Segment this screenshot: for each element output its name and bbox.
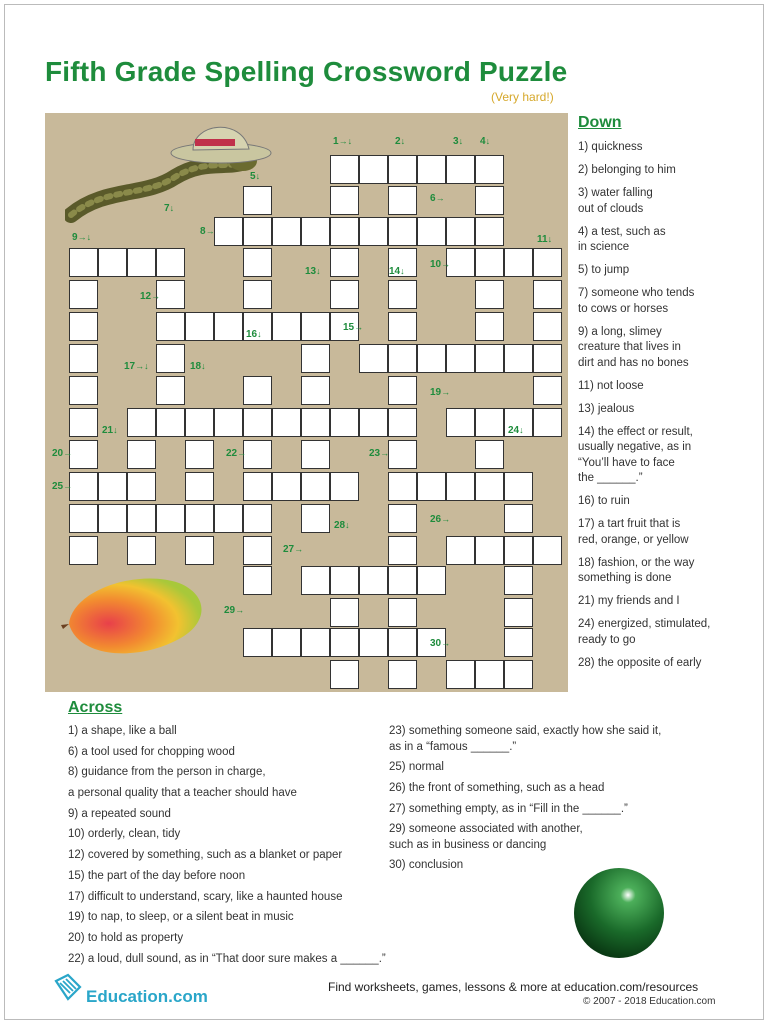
clue-arrow-icon: → — [380, 448, 390, 458]
clue-item: 29) someone associated with another, such as in business or dancing — [389, 823, 583, 851]
clue-item: 7) someone who tends to cows or horses — [578, 287, 695, 315]
clue-number-16: 16↓ — [246, 329, 262, 340]
crossword-cell[interactable] — [330, 155, 359, 184]
crossword-cell[interactable] — [533, 376, 562, 405]
clue-arrow-icon: → — [441, 259, 451, 269]
crossword-cell[interactable] — [301, 376, 330, 405]
clue-number-3: 3↓ — [453, 136, 464, 147]
clue-number-19: 19→ — [430, 387, 451, 398]
crossword-cell[interactable] — [446, 217, 475, 246]
crossword-cell[interactable] — [504, 598, 533, 627]
clue-item: 22) a loud, dull sound, as in “That door sure makes a ______.” — [68, 952, 386, 965]
crossword-cell[interactable] — [446, 155, 475, 184]
crossword-cell[interactable] — [330, 248, 359, 277]
crossword-cell[interactable] — [243, 186, 272, 215]
clue-number-25: 25→ — [52, 481, 73, 492]
crossword-cell[interactable] — [330, 408, 359, 437]
crossword-cell[interactable] — [417, 217, 446, 246]
mango-illustration — [59, 569, 209, 659]
crossword-cell[interactable] — [127, 536, 156, 565]
clue-item: 17) difficult to understand, scary, like a haunted house — [68, 890, 343, 903]
clue-number-8: 8→ — [200, 226, 215, 237]
clue-number-4: 4↓ — [480, 136, 491, 147]
crossword-cell[interactable] — [156, 280, 185, 309]
crossword-cell[interactable] — [388, 155, 417, 184]
crossword-cell[interactable] — [388, 504, 417, 533]
clue-item: 8) guidance from the person in charge, — [68, 766, 266, 779]
crossword-cell[interactable] — [504, 660, 533, 689]
clue-item: 13) jealous — [578, 402, 635, 415]
crossword-cell[interactable] — [301, 344, 330, 373]
crossword-cell[interactable] — [127, 440, 156, 469]
crossword-cell[interactable] — [69, 504, 98, 533]
crossword-cell[interactable] — [243, 504, 272, 533]
crossword-cell[interactable] — [272, 628, 301, 657]
clue-arrow-icon: ↓ — [257, 329, 262, 339]
crossword-cell[interactable] — [69, 472, 98, 501]
crossword-cell[interactable] — [243, 248, 272, 277]
crossword-cell[interactable] — [243, 408, 272, 437]
crossword-cell[interactable] — [533, 312, 562, 341]
crossword-cell[interactable] — [359, 155, 388, 184]
clue-item: 18) fashion, or the way something is done — [578, 556, 695, 584]
logo-text: Education.com — [86, 987, 208, 1006]
crossword-cell[interactable] — [69, 408, 98, 437]
clue-arrow-icon: → — [235, 605, 245, 615]
crossword-cell[interactable] — [272, 312, 301, 341]
clue-arrow-icon: → — [63, 481, 73, 491]
crossword-cell[interactable] — [330, 660, 359, 689]
clue-number-2: 2↓ — [395, 136, 406, 147]
crossword-cell[interactable] — [417, 155, 446, 184]
crossword-cell[interactable] — [243, 280, 272, 309]
crossword-cell[interactable] — [388, 280, 417, 309]
crossword-cell[interactable] — [475, 440, 504, 469]
crossword-cell[interactable] — [417, 566, 446, 595]
difficulty-subtitle: (Very hard!) — [491, 90, 554, 104]
clue-item: 16) to ruin — [578, 495, 630, 507]
clue-arrow-icon: →↓ — [338, 136, 353, 146]
crossword-cell[interactable] — [243, 536, 272, 565]
clue-item: 24) energized, stimulated, ready to go — [578, 618, 711, 646]
clue-item: 4) a test, such as in science — [578, 225, 666, 253]
crossword-cell[interactable] — [69, 440, 98, 469]
clue-arrow-icon: ↓ — [345, 520, 350, 530]
clue-arrow-icon: ↓ — [255, 171, 261, 181]
crossword-cell[interactable] — [301, 440, 330, 469]
clue-item: a personal quality that a teacher should have — [68, 787, 297, 800]
clue-arrow-icon: → — [441, 514, 451, 524]
clue-arrow-icon: ↓ — [519, 425, 524, 435]
clue-arrow-icon: →↓ — [77, 232, 92, 242]
crossword-cell[interactable] — [446, 536, 475, 565]
clue-number-10: 10→ — [430, 259, 451, 270]
clue-number-1: 1→↓ — [333, 136, 353, 147]
clue-arrow-icon: → — [441, 387, 451, 397]
crossword-cell[interactable] — [475, 536, 504, 565]
crossword-cell[interactable] — [388, 186, 417, 215]
crossword-cell[interactable] — [330, 628, 359, 657]
crossword-cell[interactable] — [330, 217, 359, 246]
clue-item: 21) my friends and I — [578, 595, 680, 607]
crossword-cell[interactable] — [185, 408, 214, 437]
crossword-cell[interactable] — [388, 566, 417, 595]
crossword-cell[interactable] — [98, 248, 127, 277]
crossword-cell[interactable] — [214, 408, 243, 437]
clue-item: 3) water falling out of clouds — [578, 187, 653, 215]
crossword-cell[interactable] — [301, 408, 330, 437]
crossword-cell[interactable] — [388, 344, 417, 373]
clue-item: 26) the front of something, such as a head — [389, 781, 605, 794]
crossword-cell[interactable] — [272, 217, 301, 246]
crossword-cell[interactable] — [272, 408, 301, 437]
crossword-cell[interactable] — [388, 660, 417, 689]
clue-arrow-icon: ↓ — [113, 425, 118, 435]
crossword-cell[interactable] — [127, 472, 156, 501]
crossword-cell[interactable] — [504, 504, 533, 533]
clue-number-15: 15→ — [343, 322, 364, 333]
clue-item: 11) not loose — [578, 379, 644, 392]
clue-arrow-icon: ↓ — [458, 136, 464, 146]
crossword-cell[interactable] — [98, 472, 127, 501]
crossword-cell[interactable] — [504, 536, 533, 565]
crossword-cell[interactable] — [69, 312, 98, 341]
clue-number-13: 13↓ — [305, 266, 321, 277]
clue-item: 9) a long, slimey creature that lives in dirt and has no bones — [578, 325, 689, 369]
clue-arrow-icon: →↓ — [135, 361, 149, 371]
crossword-cell[interactable] — [533, 344, 562, 373]
clue-arrow-icon: → — [354, 322, 364, 332]
crossword-cell[interactable] — [475, 186, 504, 215]
crossword-cell[interactable] — [446, 408, 475, 437]
clue-item: 25) normal — [389, 761, 444, 774]
crossword-cell[interactable] — [417, 344, 446, 373]
clue-arrow-icon: ↓ — [485, 136, 491, 146]
crossword-cell[interactable] — [185, 312, 214, 341]
clue-arrow-icon: → — [63, 448, 73, 458]
clue-item: 1) a shape, like a ball — [68, 725, 177, 737]
crossword-cell[interactable] — [301, 217, 330, 246]
clue-item: 1) quickness — [578, 141, 643, 153]
crossword-cell[interactable] — [243, 566, 272, 595]
clue-arrow-icon: → — [435, 193, 445, 203]
crossword-cell[interactable] — [359, 217, 388, 246]
page-title: Fifth Grade Spelling Crossword Puzzle — [45, 56, 568, 87]
clue-item: 30) conclusion — [389, 859, 464, 872]
crossword-cell[interactable] — [388, 536, 417, 565]
clue-number-5: 5↓ — [250, 171, 261, 182]
crossword-cell[interactable] — [533, 408, 562, 437]
clue-item: 27) something empty, as in “Fill in the ______.” — [389, 802, 628, 815]
clue-number-6: 6→ — [430, 193, 445, 204]
crossword-cell[interactable] — [156, 376, 185, 405]
clue-number-28: 28↓ — [334, 520, 350, 531]
crossword-board — [45, 113, 568, 692]
crossword-cell[interactable] — [301, 566, 330, 595]
crossword-cell[interactable] — [330, 280, 359, 309]
crossword-cell[interactable] — [446, 248, 475, 277]
crossword-cell[interactable] — [185, 536, 214, 565]
clue-item: 12) covered by something, such as a blanket or paper — [68, 849, 343, 862]
clue-arrow-icon: → — [294, 544, 304, 554]
clue-item: 5) to jump — [578, 264, 630, 276]
crossword-cell[interactable] — [127, 408, 156, 437]
footer-text[interactable]: Find worksheets, games, lessons & more at education.com/resources — [328, 980, 699, 994]
crossword-cell[interactable] — [388, 376, 417, 405]
clue-item: 23) something someone said, exactly how she said it, as in a “famous ______.” — [389, 725, 662, 753]
clue-number-30: 30→ — [430, 638, 451, 649]
clue-arrow-icon: → — [237, 448, 247, 458]
crossword-cell[interactable] — [98, 504, 127, 533]
crossword-cell[interactable] — [301, 312, 330, 341]
crossword-cell[interactable] — [69, 536, 98, 565]
crossword-cell[interactable] — [185, 504, 214, 533]
crossword-cell[interactable] — [127, 248, 156, 277]
crossword-cell[interactable] — [243, 440, 272, 469]
clue-item: 2) belonging to him — [578, 164, 676, 176]
clue-item: 28) the opposite of early — [578, 656, 702, 669]
clue-arrow-icon: ↓ — [316, 266, 321, 276]
crossword-cell[interactable] — [330, 566, 359, 595]
crossword-cell[interactable] — [388, 217, 417, 246]
clue-number-21: 21↓ — [102, 425, 118, 436]
crossword-cell[interactable] — [475, 155, 504, 184]
crossword-cell[interactable] — [446, 472, 475, 501]
crossword-cell[interactable] — [359, 628, 388, 657]
copyright-text: © 2007 - 2018 Education.com — [583, 996, 716, 1007]
clue-number-11: 11↓ — [537, 234, 553, 245]
crossword-cell[interactable] — [446, 660, 475, 689]
crossword-cell[interactable] — [156, 408, 185, 437]
crossword-cell[interactable] — [388, 598, 417, 627]
crossword-cell[interactable] — [185, 472, 214, 501]
crossword-cell[interactable] — [504, 344, 533, 373]
crossword-cell[interactable] — [475, 472, 504, 501]
clue-number-9: 9→↓ — [72, 232, 92, 243]
crossword-cell[interactable] — [388, 408, 417, 437]
clue-item: 20) to hold as property — [68, 931, 184, 944]
crossword-cell[interactable] — [504, 248, 533, 277]
clue-arrow-icon: ↓ — [201, 361, 206, 371]
clue-arrow-icon: → — [441, 638, 451, 648]
crossword-cell[interactable] — [301, 504, 330, 533]
crossword-cell[interactable] — [388, 312, 417, 341]
across-clue-list-right — [389, 724, 709, 879]
crossword-cell[interactable] — [272, 472, 301, 501]
crossword-cell[interactable] — [69, 376, 98, 405]
clue-item: 6) a tool used for chopping wood — [68, 745, 235, 758]
crossword-cell[interactable] — [330, 186, 359, 215]
clue-item: 9) a repeated sound — [68, 807, 171, 820]
crossword-cell[interactable] — [475, 660, 504, 689]
crossword-cell[interactable] — [475, 408, 504, 437]
clue-arrow-icon: → — [151, 291, 161, 301]
crossword-cell[interactable] — [359, 408, 388, 437]
clue-item: 14) the effect or result, usually negative, as in “You’ll have to face the ______.” — [578, 425, 693, 484]
clue-number-12: 12→ — [140, 291, 161, 302]
clue-number-17: 17→↓ — [124, 361, 149, 372]
across-clue-list-left — [68, 724, 398, 972]
clue-number-18: 18↓ — [190, 361, 206, 372]
crossword-cell[interactable] — [388, 472, 417, 501]
clue-number-27: 27→ — [283, 544, 304, 555]
down-heading: Down — [578, 114, 622, 131]
crossword-cell[interactable] — [417, 472, 446, 501]
education-logo-icon — [52, 973, 82, 1003]
clue-arrow-icon: ↓ — [547, 234, 553, 244]
clue-item: 10) orderly, clean, tidy — [68, 828, 181, 841]
crossword-cell[interactable] — [388, 628, 417, 657]
crossword-cell[interactable] — [504, 472, 533, 501]
clue-item: 19) to nap, to sleep, or a silent beat in music — [68, 911, 294, 924]
crossword-cell[interactable] — [127, 504, 156, 533]
crossword-cell[interactable] — [243, 376, 272, 405]
crossword-cell[interactable] — [243, 472, 272, 501]
crossword-cell[interactable] — [475, 217, 504, 246]
crossword-cell[interactable] — [156, 344, 185, 373]
clue-arrow-icon: → — [205, 226, 215, 236]
crossword-cell[interactable] — [69, 248, 98, 277]
crossword-cell[interactable] — [243, 628, 272, 657]
crossword-cell[interactable] — [533, 248, 562, 277]
clue-item: 17) a tart fruit that is red, orange, or yellow — [578, 518, 689, 546]
crossword-cell[interactable] — [301, 472, 330, 501]
clue-number-26: 26→ — [430, 514, 451, 525]
clue-number-7: 7↓ — [164, 203, 175, 214]
crossword-cell[interactable] — [214, 504, 243, 533]
crossword-cell[interactable] — [504, 566, 533, 595]
crossword-cell[interactable] — [475, 248, 504, 277]
crossword-cell[interactable] — [359, 344, 388, 373]
crossword-cell[interactable] — [301, 628, 330, 657]
crossword-cell[interactable] — [156, 312, 185, 341]
crossword-cell[interactable] — [504, 628, 533, 657]
green-ball-illustration — [572, 866, 666, 960]
crossword-cell[interactable] — [69, 344, 98, 373]
clue-number-22: 22→ — [226, 448, 247, 459]
clue-number-24: 24↓ — [508, 425, 524, 436]
crossword-cell[interactable] — [156, 504, 185, 533]
crossword-cell[interactable] — [214, 217, 243, 246]
crossword-cell[interactable] — [330, 598, 359, 627]
crossword-cell[interactable] — [214, 312, 243, 341]
clue-number-23: 23→ — [369, 448, 390, 459]
clue-number-20: 20→ — [52, 448, 73, 459]
crossword-cell[interactable] — [533, 536, 562, 565]
crossword-cell[interactable] — [243, 217, 272, 246]
crossword-cell[interactable] — [156, 248, 185, 277]
crossword-cell[interactable] — [533, 280, 562, 309]
crossword-cell[interactable] — [475, 312, 504, 341]
crossword-cell[interactable] — [185, 440, 214, 469]
crossword-cell[interactable] — [475, 344, 504, 373]
crossword-cell[interactable] — [475, 280, 504, 309]
crossword-cell[interactable] — [69, 280, 98, 309]
crossword-cell[interactable] — [359, 566, 388, 595]
crossword-cell[interactable] — [446, 344, 475, 373]
clue-arrow-icon: ↓ — [169, 203, 175, 213]
clue-item: 15) the part of the day before noon — [68, 869, 246, 882]
clue-number-29: 29→ — [224, 605, 245, 616]
clue-arrow-icon: ↓ — [400, 136, 406, 146]
crossword-cell[interactable] — [330, 472, 359, 501]
clue-number-14: 14↓ — [389, 266, 405, 277]
clue-arrow-icon: ↓ — [400, 266, 405, 276]
down-clue-list — [578, 140, 758, 679]
crossword-cell[interactable] — [388, 440, 417, 469]
across-heading: Across — [68, 699, 123, 716]
